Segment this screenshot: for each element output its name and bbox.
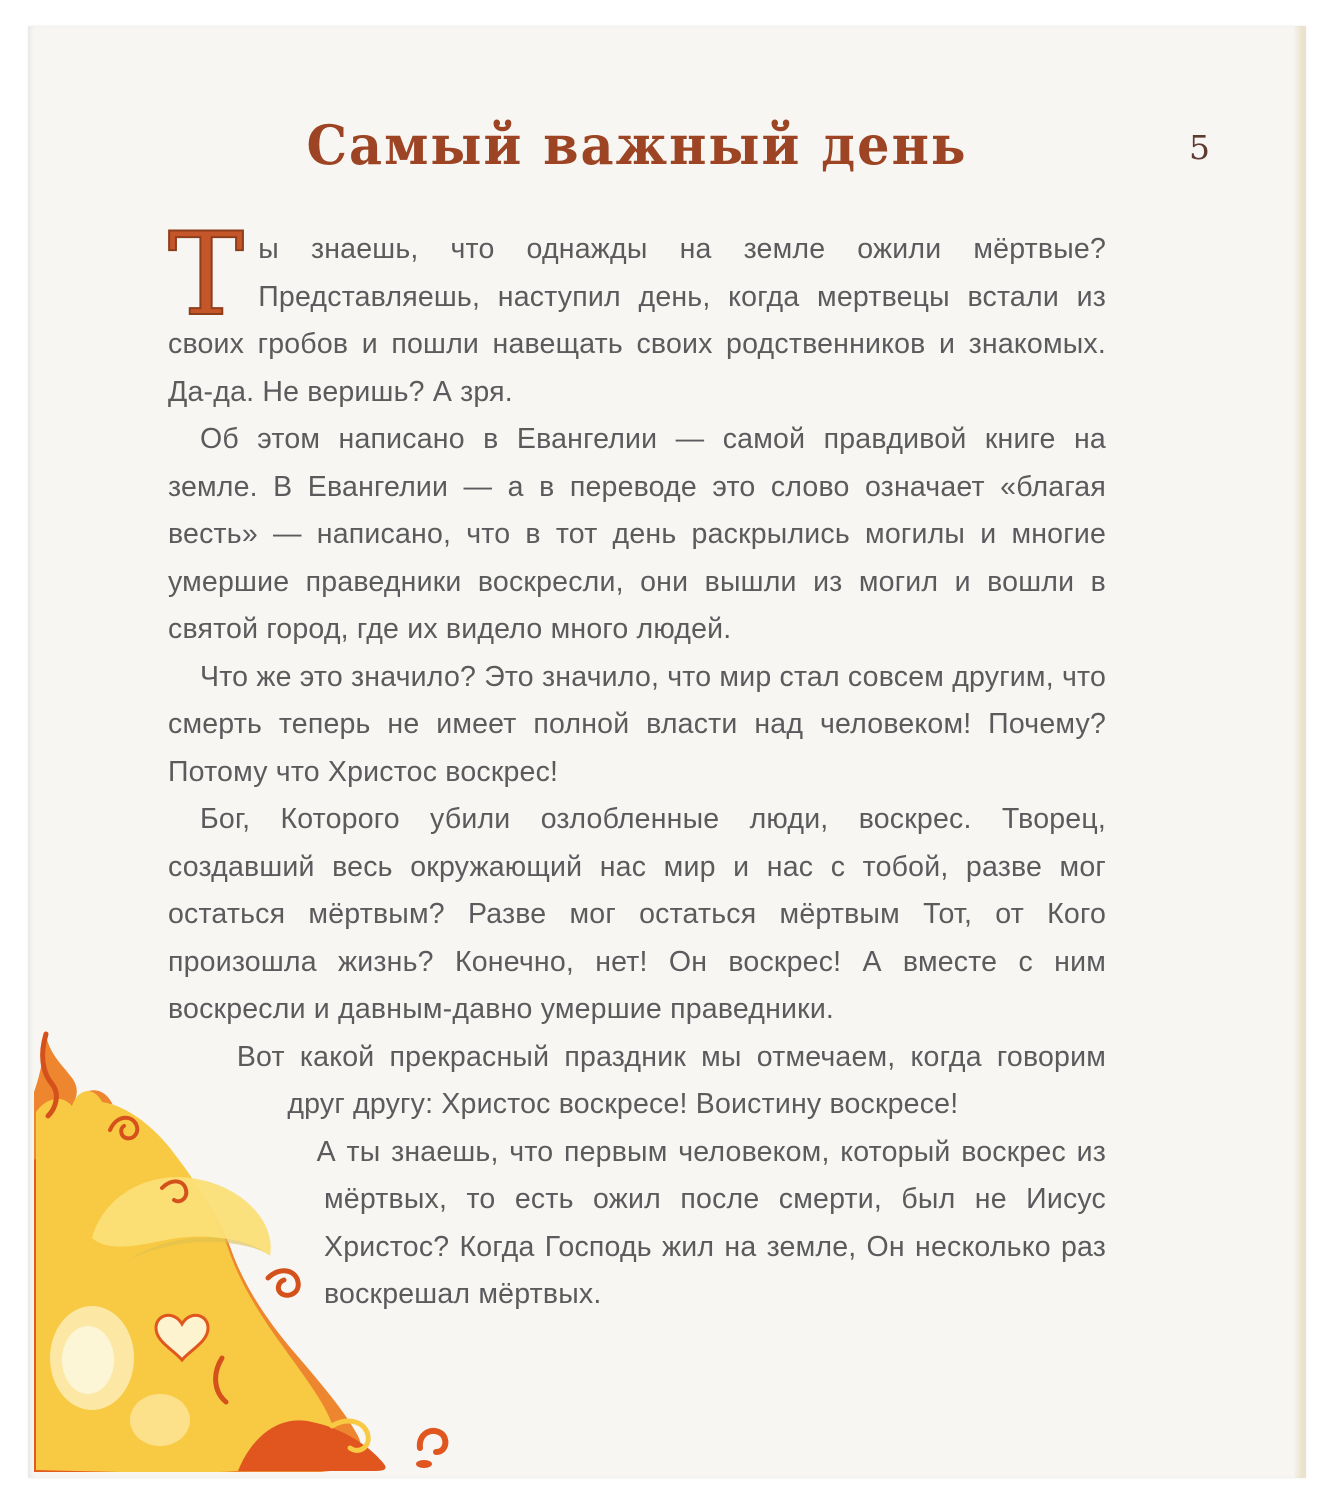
book-page (28, 26, 1306, 1478)
paragraph-text: ы знаешь, что однажды на земле ожили мёртвые? Представляешь, наступил день, когда мертвецы встали из своих гробов и пошли навещать своих родственников и знакомых. Да-да. Не веришь? А зря. (168, 233, 1106, 408)
drop-cap-letter: Т (168, 208, 245, 341)
chapter-title: Самый важный день (306, 114, 968, 178)
body-text (168, 208, 1106, 1346)
page-number: 5 (1189, 128, 1210, 167)
paragraph (168, 208, 1106, 416)
paragraph: Что же это значило? Это значило, что мир стал совсем другим, что смерть теперь не имеет полной власти над человеком! Почему? Потому что Христос воскрес! (168, 660, 1106, 788)
paragraph: Вот какой прекрасный праздник мы отмечаем, когда говорим друг другу: Христос воскресе! Воистину воскресе! (236, 1040, 1106, 1120)
paragraph: Бог, Которого убили озлобленные люди, воскрес. Творец, создавший весь окружающий нас мир и нас с тобой, разве мог остаться мёртвым? Разве мог остаться мёртвым Тот, от Кого произошла жизнь? Конечно, нет! Он воскрес! А вместе с ним воскресли и давным-давно умершие праведники. (168, 803, 1106, 1025)
page-edge (1293, 26, 1306, 1478)
paragraph: Об этом написано в Евангелии — самой правдивой книге на земле. В Евангелии — а в переводе это слово означает «благая весть» — написано, что в тот день раскрылись могилы и многие умершие праведники воскресли, они вышли из могил и вошли в святой город, где их видело много людей. (168, 423, 1106, 645)
paragraph: А ты знаешь, что первым человеком, который воскрес из мёртвых, то есть ожил после смерти, был не Иисус Христос? Когда Господь жил на земле, Он несколько раз воскрешал мёртвых. (316, 1135, 1106, 1310)
